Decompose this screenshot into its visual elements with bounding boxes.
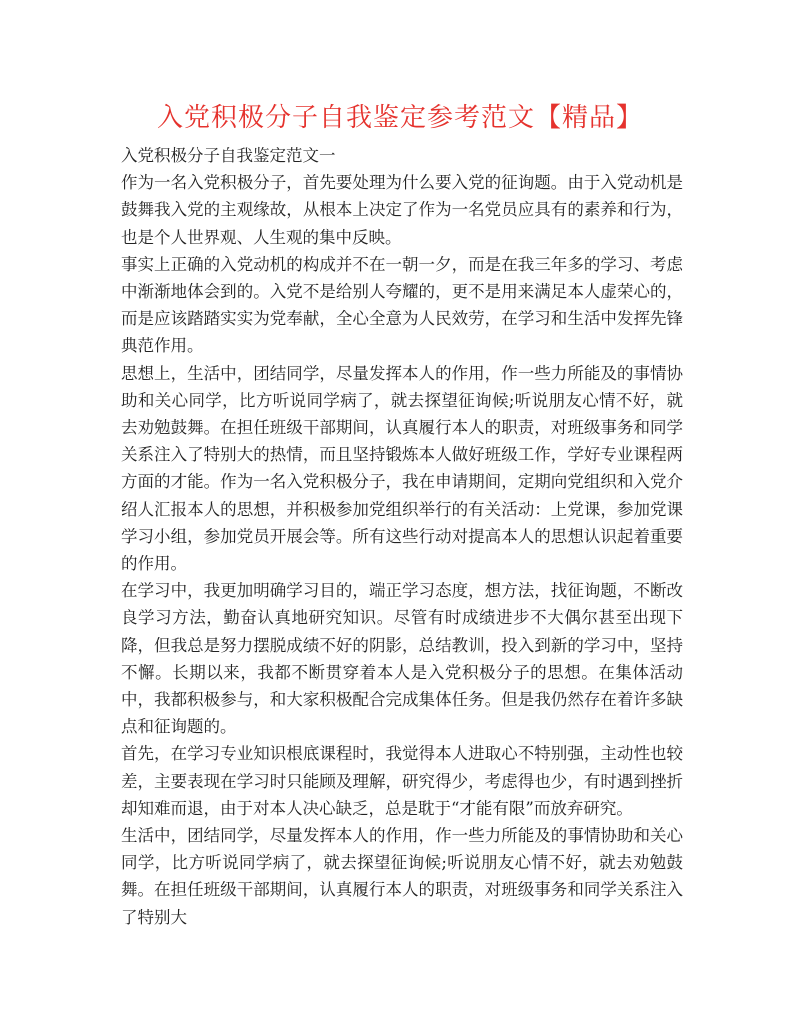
- section-heading: 入党积极分子自我鉴定范文一: [121, 146, 336, 165]
- paragraph: 思想上，生活中，团结同学，尽量发挥本人的作用，作一些力所能及的事情协助和关心同学，比方听说同学病了，就去探望征询候;听说朋友心情不好，就去劝勉鼓舞。在担任班级干部期间，认真履行本人的职责，对班级事务和同学关系注入了特别大的热情，而且坚持锻炼本人做好班级工作，学好专业课程两方面的才能。作为一名入党积极分子，我在申请期间，定期向党组织和入党介绍人汇报本人的思想，并积极参加党组织举行的有关活动：上党课，参加党课学习小组，参加党员开展会等。所有这些行动对提高本人的思想认识起着重要的作用。: [121, 363, 683, 574]
- document-title: 入党积极分子自我鉴定参考范文【精品】: [156, 103, 643, 133]
- paragraph: 作为一名入党积极分子，首先要处理为什么要入党的征询题。由于入党动机是鼓舞我入党的主观缘故，从根本上决定了作为一名党员应具有的素养和行为，也是个人世界观、人生观的集中反映。: [121, 173, 683, 247]
- paragraph: 事实上正确的入党动机的构成并不在一朝一夕，而是在我三年多的学习、考虑中渐渐地体会到的。入党不是给别人夸耀的，更不是用来满足本人虚荣心的，而是应该踏踏实实为党奉献，全心全意为人民效劳，在学习和生活中发挥先锋典范作用。: [121, 254, 683, 356]
- paragraph: 首先，在学习专业知识根底课程时，我觉得本人进取心不特别强，主动性也较差，主要表现在学习时只能顾及理解，研究得少，考虑得也少，有时遇到挫折却知难而退，由于对本人决心缺乏，总是耽于“才能有限”而放弃研究。: [121, 744, 683, 818]
- paragraph: 生活中，团结同学，尽量发挥本人的作用，作一些力所能及的事情协助和关心同学，比方听说同学病了，就去探望征询候;听说朋友心情不好，就去劝勉鼓舞。在担任班级干部期间，认真履行本人的职责，对班级事务和同学关系注入了特别大: [121, 826, 683, 927]
- document-body: [121, 142, 683, 931]
- paragraph: 在学习中，我更加明确学习目的，端正学习态度，想方法，找征询题，不断改良学习方法，勤奋认真地研究知识。尽管有时成绩进步不大偶尔甚至出现下降，但我总是努力摆脱成绩不好的阴影，总结教训，投入到新的学习中，坚持不懈。长期以来，我都不断贯穿着本人是入党积极分子的思想。在集体活动中，我都积极参与，和大家积极配合完成集体任务。但是我仍然存在着许多缺点和征询题的。: [121, 581, 683, 737]
